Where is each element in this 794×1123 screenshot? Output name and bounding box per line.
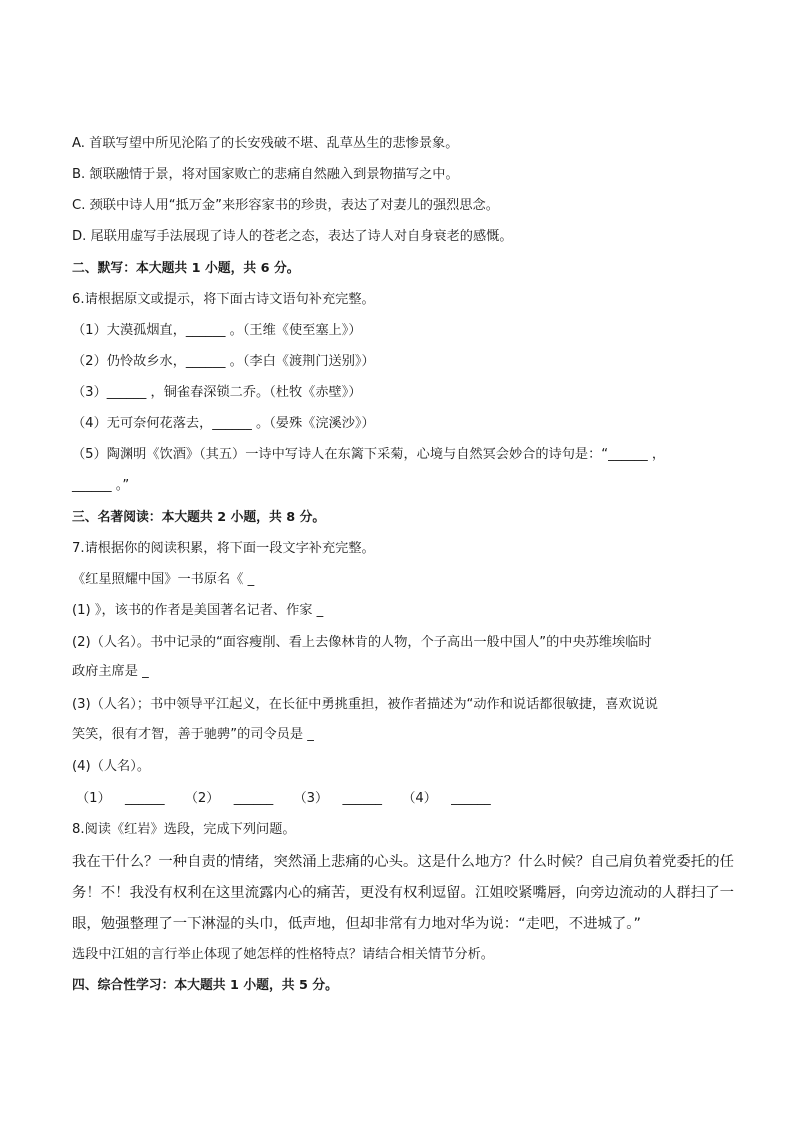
question-7-line-5: (3)（人名）；书中领导平江起义，在长征中勇挑重担，被作者描述为“动作和说话都很敏捷，喜欢说说	[72, 697, 658, 712]
question-7-line-6: 笑笑，很有才智，善于驰骋”的司令员是 _	[72, 727, 314, 742]
question-6-item-3: （3）______ ，铜雀春深锁二乔。（杜牧《赤壁》）	[72, 385, 362, 400]
option-b: B. 颔联融情于景，将对国家败亡的悲痛自然融入到景物描写之中。	[72, 167, 459, 182]
question-7-line-3: (2)（人名）。书中记录的“面容瘦削、看上去像林肯的人物，个子高出一般中国人”的中央苏维埃临时	[72, 635, 652, 650]
passage-line-3: 眼，勉强整理了一下淋湿的头巾，低声地，但却非常有力地对华为说：“走吧，不进城了。”	[72, 916, 641, 932]
question-6-stem: 6.请根据原文或提示，将下面古诗文语句补充完整。	[72, 292, 375, 307]
question-7-line-7: (4)（人名）。	[72, 759, 151, 774]
passage-line-1: 我在干什么？一种自责的情绪，突然涌上悲痛的心头。这是什么地方？什么时候？自己肩负着党委托的任	[72, 854, 734, 870]
section-heading-3: 三、名著阅读：本大题共 2 小题，共 8 分。	[72, 510, 326, 525]
question-8-stem: 8.阅读《红岩》选段，完成下列问题。	[72, 822, 296, 837]
question-6-item-2: （2）仍怜故乡水，______ 。（李白《渡荆门送别》）	[72, 354, 375, 369]
section-heading-2: 二、默写：本大题共 1 小题，共 6 分。	[72, 261, 300, 276]
blank-label-2: （2）	[184, 791, 220, 806]
question-6-item-4: （4）无可奈何花落去，______ 。（晏殊《浣溪沙》）	[72, 416, 375, 431]
passage-line-2: 务！不！我没有权利在这里流露内心的痛苦，更没有权利逗留。江姐咬紧嘴唇，向旁边流动的人群扫了一	[72, 885, 734, 901]
blank-label-1: （1）	[76, 791, 111, 806]
blank-label-4: （4）	[402, 791, 437, 806]
question-8-prompt: 选段中江姐的言行举止体现了她怎样的性格特点？请结合相关情节分析。	[72, 947, 494, 962]
option-c: C. 颈联中诗人用“抵万金”来形容家书的珍贵，表达了对妻儿的强烈思念。	[72, 198, 499, 213]
answer-blank-1: ______	[124, 791, 165, 806]
section-heading-4: 四、综合性学习：本大题共 1 小题，共 5 分。	[72, 978, 338, 993]
question-6-item-5-line-1: （5）陶渊明《饮酒》（其五）一诗中写诗人在东篱下采菊，心境与自然冥会妙合的诗句是：“______ ，	[72, 447, 666, 462]
answer-blank-3: ______	[342, 791, 382, 806]
question-7-line-4: 政府主席是 _	[72, 664, 149, 679]
option-d: D. 尾联用虚写手法展现了诗人的苍老之态，表达了诗人对自身衰老的感慨。	[72, 229, 513, 244]
question-6-item-5-line-2: ______ 。”	[72, 478, 130, 493]
question-7-line-2: (1) 》，该书的作者是美国著名记者、作家 _	[72, 603, 324, 618]
option-a: A. 首联写望中所见沦陷了的长安残破不堪、乱草丛生的悲惨景象。	[72, 136, 459, 151]
question-7-line-1: 《红星照耀中国》一书原名《 _	[72, 572, 255, 587]
answer-blank-4: ______	[451, 791, 491, 806]
answer-blank-2: ______	[233, 791, 274, 806]
question-7-answer-blanks	[76, 789, 736, 809]
question-7-stem: 7.请根据你的阅读积累，将下面一段文字补充完整。	[72, 541, 375, 556]
question-6-item-1: （1）大漠孤烟直，______ 。（王维《使至塞上》）	[72, 323, 362, 338]
blank-label-3: （3）	[293, 791, 329, 806]
